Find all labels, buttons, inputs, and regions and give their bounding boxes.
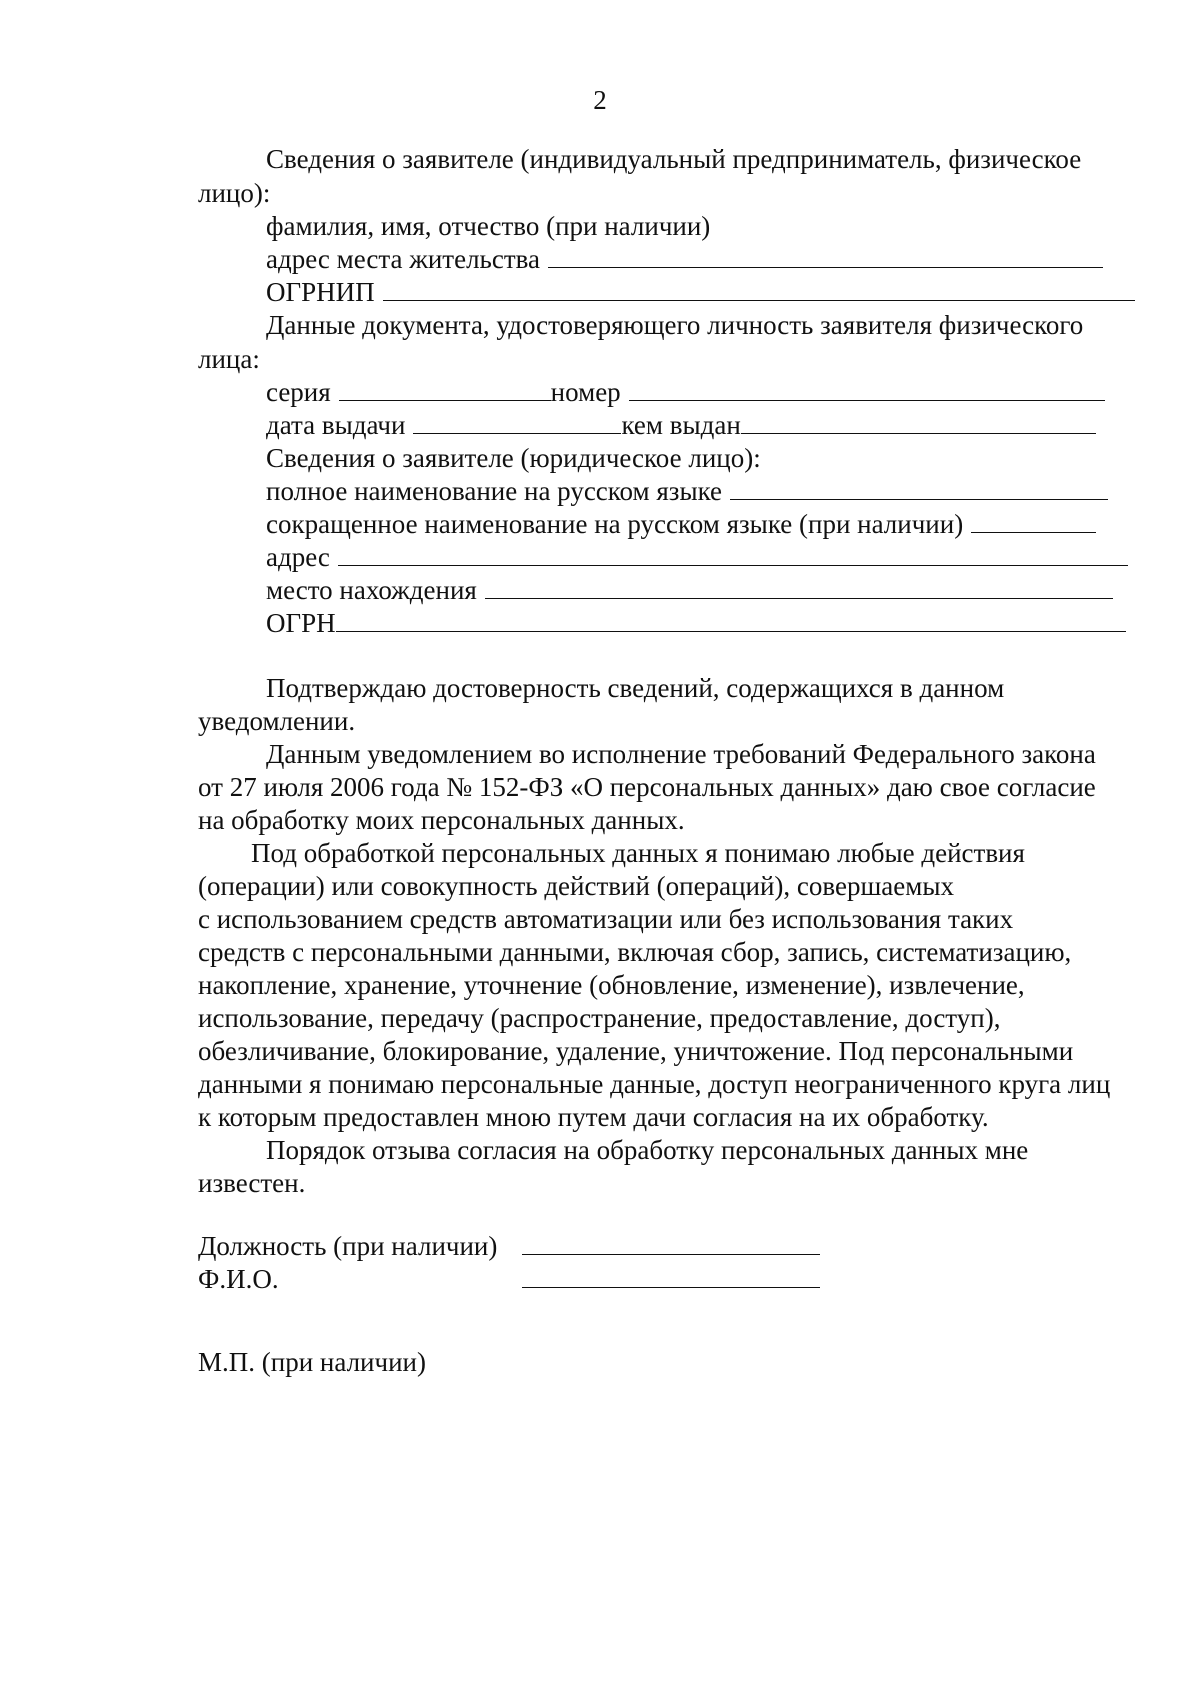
residence-address-field[interactable] xyxy=(548,243,1103,268)
position-field[interactable] xyxy=(522,1254,820,1255)
processing-line6: использование, передачу (распространение, предоставление, доступ), xyxy=(198,1003,1001,1033)
identity-document-heading-line1: Данные документа, удостоверяющего личность заявителя физического xyxy=(266,310,1084,340)
series-field[interactable] xyxy=(339,376,551,401)
processing-line2: (операции) или совокупность действий (операций), совершаемых xyxy=(198,871,954,901)
confirmation-line2: уведомлении. xyxy=(198,706,356,736)
full-name-ru-label: полное наименование на русском языке xyxy=(266,476,723,506)
residence-address-row xyxy=(266,243,1103,275)
number-field[interactable] xyxy=(629,376,1105,401)
processing-line4: средств с персональными данными, включая сбор, запись, систематизацию, xyxy=(198,937,1072,967)
processing-line3: с использованием средств автоматизации или без использования таких xyxy=(198,904,1014,934)
applicant-legal-heading: Сведения о заявителе (юридическое лицо): xyxy=(266,443,761,473)
processing-line8: данными я понимаю персональные данные, доступ неограниченного круга лиц xyxy=(198,1069,1111,1099)
number-label: номер xyxy=(550,377,621,407)
page-number: 2 xyxy=(593,85,607,115)
legal-address-field[interactable] xyxy=(338,541,1128,566)
ogrn-row xyxy=(266,607,1126,639)
legal-address-label: адрес xyxy=(266,542,330,572)
applicant-individual-heading-line2: лицо): xyxy=(198,178,271,208)
ogrn-field[interactable] xyxy=(336,607,1126,632)
processing-line9: к которым предоставлен мною путем дачи согласия на их обработку. xyxy=(198,1102,989,1132)
short-name-ru-label: сокращенное наименование на русском языке (при наличии) xyxy=(266,509,964,539)
consent-line3: на обработку моих персональных данных. xyxy=(198,805,685,835)
series-label: серия xyxy=(266,377,331,407)
issue-date-field[interactable] xyxy=(413,409,621,434)
stamp-label: М.П. (при наличии) xyxy=(198,1347,426,1377)
full-name-label: фамилия, имя, отчество (при наличии) xyxy=(266,211,711,241)
ogrnip-row xyxy=(266,276,1135,308)
series-number-row xyxy=(266,376,1105,408)
residence-address-label: адрес места жительства xyxy=(266,244,541,274)
issue-row xyxy=(266,409,1096,441)
issue-date-label: дата выдачи xyxy=(266,410,406,440)
position-label: Должность (при наличии) xyxy=(198,1231,498,1261)
location-field[interactable] xyxy=(485,574,1113,599)
fio-label: Ф.И.О. xyxy=(198,1264,279,1294)
processing-line5: накопление, хранение, уточнение (обновление, изменение), извлечение, xyxy=(198,970,1025,1000)
processing-line7: обезличивание, блокирование, удаление, уничтожение. Под персональными xyxy=(198,1036,1074,1066)
consent-line1: Данным уведомлением во исполнение требований Федерального закона xyxy=(266,739,1096,769)
issued-by-field[interactable] xyxy=(741,409,1096,434)
full-name-ru-field[interactable] xyxy=(730,475,1108,500)
location-label: место нахождения xyxy=(266,575,477,605)
full-name-ru-row xyxy=(266,475,1108,507)
revocation-line2: известен. xyxy=(198,1168,306,1198)
applicant-individual-heading-line1: Сведения о заявителе (индивидуальный предприниматель, физическое xyxy=(266,144,1082,174)
identity-document-heading-line2: лица: xyxy=(198,344,260,374)
short-name-ru-row xyxy=(266,508,1096,540)
fio-field[interactable] xyxy=(522,1287,820,1288)
revocation-line1: Порядок отзыва согласия на обработку персональных данных мне xyxy=(266,1135,1029,1165)
confirmation-line1: Подтверждаю достоверность сведений, содержащихся в данном xyxy=(266,673,1005,703)
legal-address-row xyxy=(266,541,1128,573)
short-name-ru-field[interactable] xyxy=(971,508,1096,533)
issued-by-label: кем выдан xyxy=(621,410,741,440)
processing-line1: Под обработкой персональных данных я понимаю любые действия xyxy=(251,838,1025,868)
location-row xyxy=(266,574,1113,606)
ogrn-label: ОГРН xyxy=(266,608,336,638)
consent-line2: от 27 июля 2006 года № 152-ФЗ «О персональных данных» даю свое согласие xyxy=(198,772,1096,802)
ogrnip-label: ОГРНИП xyxy=(266,277,375,307)
ogrnip-field[interactable] xyxy=(383,276,1135,301)
